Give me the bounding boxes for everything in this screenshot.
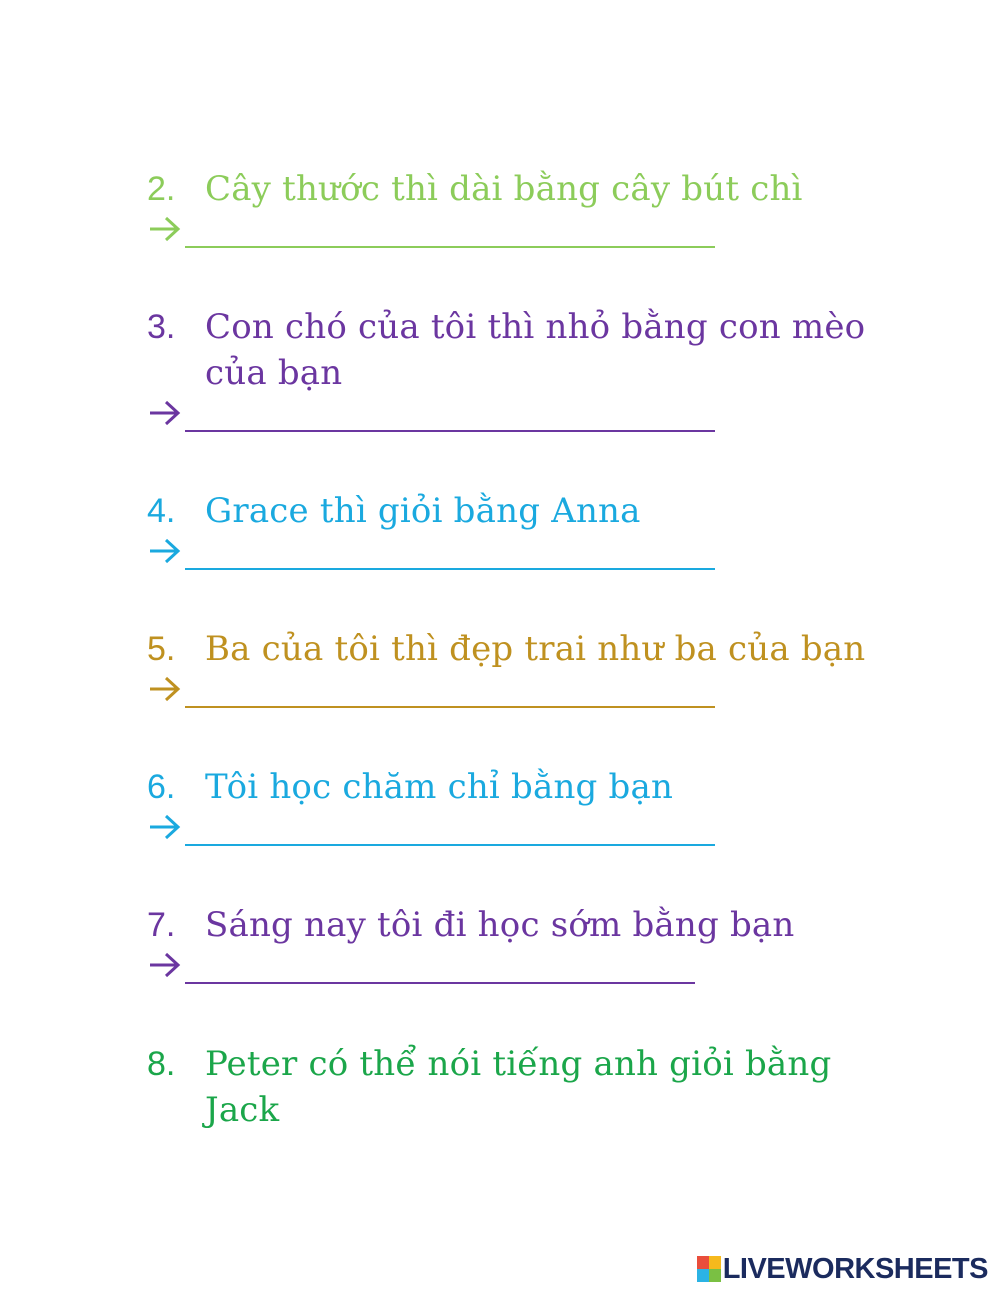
footer-logo[interactable] xyxy=(697,1254,988,1284)
answer-row xyxy=(147,946,907,990)
question-number: 3. xyxy=(147,308,176,346)
question-text-line1: Con chó của tôi thì nhỏ bằng con mèo xyxy=(205,307,866,347)
question-text-line2: Jack xyxy=(205,1090,280,1130)
question-number: 7. xyxy=(147,906,176,944)
liveworksheets-cubes-icon xyxy=(697,1256,721,1282)
question-text: Grace thì giỏi bằng Anna xyxy=(205,491,641,531)
answer-blank[interactable] xyxy=(185,706,715,708)
question-4 xyxy=(147,488,907,576)
question-number: 4. xyxy=(147,492,176,530)
question-2 xyxy=(147,166,907,254)
answer-blank[interactable] xyxy=(185,246,715,248)
question-6 xyxy=(147,764,907,852)
answer-blank[interactable] xyxy=(185,430,715,432)
right-arrow-icon xyxy=(147,398,183,428)
question-text: Tôi học chăm chỉ bằng bạn xyxy=(205,767,674,807)
answer-row xyxy=(147,394,907,438)
question-number: 2. xyxy=(147,170,176,208)
answer-row xyxy=(147,670,907,714)
right-arrow-icon xyxy=(147,214,183,244)
right-arrow-icon xyxy=(147,674,183,704)
answer-blank[interactable] xyxy=(185,982,695,984)
question-number: 8. xyxy=(147,1045,176,1083)
answer-row xyxy=(147,210,907,254)
question-text-line2: của bạn xyxy=(205,353,343,393)
answer-row xyxy=(147,532,907,576)
answer-blank[interactable] xyxy=(185,844,715,846)
logo-text: LIVEWORKSHEETS xyxy=(722,1253,988,1285)
question-text-line1: Peter có thể nói tiếng anh giỏi bằng xyxy=(205,1044,832,1084)
right-arrow-icon xyxy=(147,812,183,842)
question-8 xyxy=(147,1041,907,1133)
question-7 xyxy=(147,902,907,990)
question-text: Ba của tôi thì đẹp trai như ba của bạn xyxy=(205,629,866,669)
right-arrow-icon xyxy=(147,950,183,980)
question-text: Cây thước thì dài bằng cây bút chì xyxy=(205,169,803,209)
question-3 xyxy=(147,304,907,438)
answer-blank[interactable] xyxy=(185,568,715,570)
answer-row xyxy=(147,808,907,852)
question-5 xyxy=(147,626,907,714)
question-number: 6. xyxy=(147,768,176,806)
right-arrow-icon xyxy=(147,536,183,566)
question-number: 5. xyxy=(147,630,176,668)
question-text: Sáng nay tôi đi học sớm bằng bạn xyxy=(205,905,795,945)
